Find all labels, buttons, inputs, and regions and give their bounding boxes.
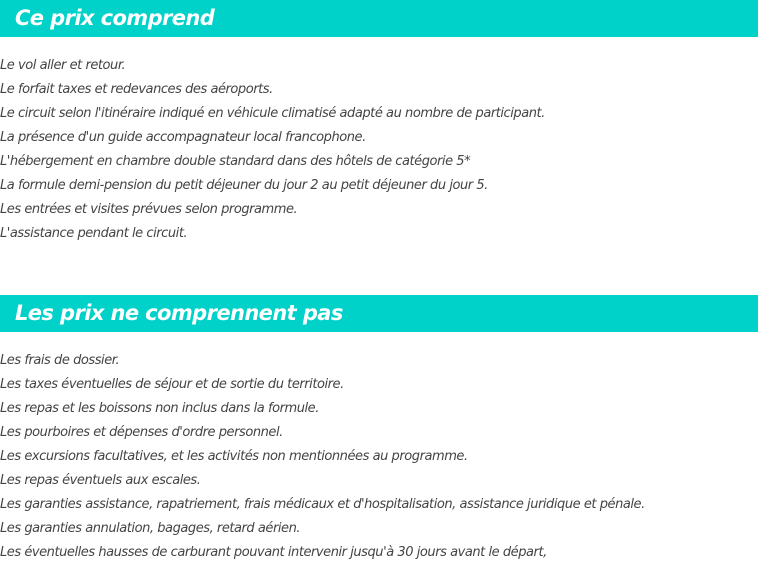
included-items-list [0, 54, 545, 246]
list-item: Le forfait taxes et redevances des aéroports. [0, 82, 273, 97]
section-header-included: Ce prix comprend [0, 0, 758, 37]
list-item: La présence d'un guide accompagnateur local francophone. [0, 130, 366, 145]
list-item: L'hébergement en chambre double standard dans des hôtels de catégorie 5* [0, 154, 471, 169]
list-item: Les entrées et visites prévues selon programme. [0, 202, 298, 217]
list-item: Les repas éventuels aux escales. [0, 473, 201, 488]
list-item: Les garanties annulation, bagages, retard aérien. [0, 521, 301, 536]
list-item: Les pourboires et dépenses d'ordre personnel. [0, 425, 283, 440]
list-item: Les taxes éventuelles de séjour et de sortie du territoire. [0, 377, 344, 392]
list-item: Le circuit selon l'itinéraire indiqué en véhicule climatisé adapté au nombre de participant. [0, 106, 545, 121]
list-item: Les éventuelles hausses de carburant pouvant intervenir jusqu'à 30 jours avant le départ, [0, 545, 547, 560]
list-item: Les excursions facultatives, et les activités non mentionnées au programme. [0, 449, 468, 464]
list-item: L'assistance pendant le circuit. [0, 226, 188, 241]
list-item: La formule demi-pension du petit déjeuner du jour 2 au petit déjeuner du jour 5. [0, 178, 488, 193]
list-item: Les repas et les boissons non inclus dans la formule. [0, 401, 319, 416]
not-included-items-list [0, 349, 645, 565]
section-header-not-included: Les prix ne comprennent pas [0, 295, 758, 332]
list-item: Les frais de dossier. [0, 353, 120, 368]
list-item: Les garanties assistance, rapatriement, frais médicaux et d'hospitalisation, assistance juridique et pénale. [0, 497, 645, 512]
list-item: Le vol aller et retour. [0, 58, 126, 73]
